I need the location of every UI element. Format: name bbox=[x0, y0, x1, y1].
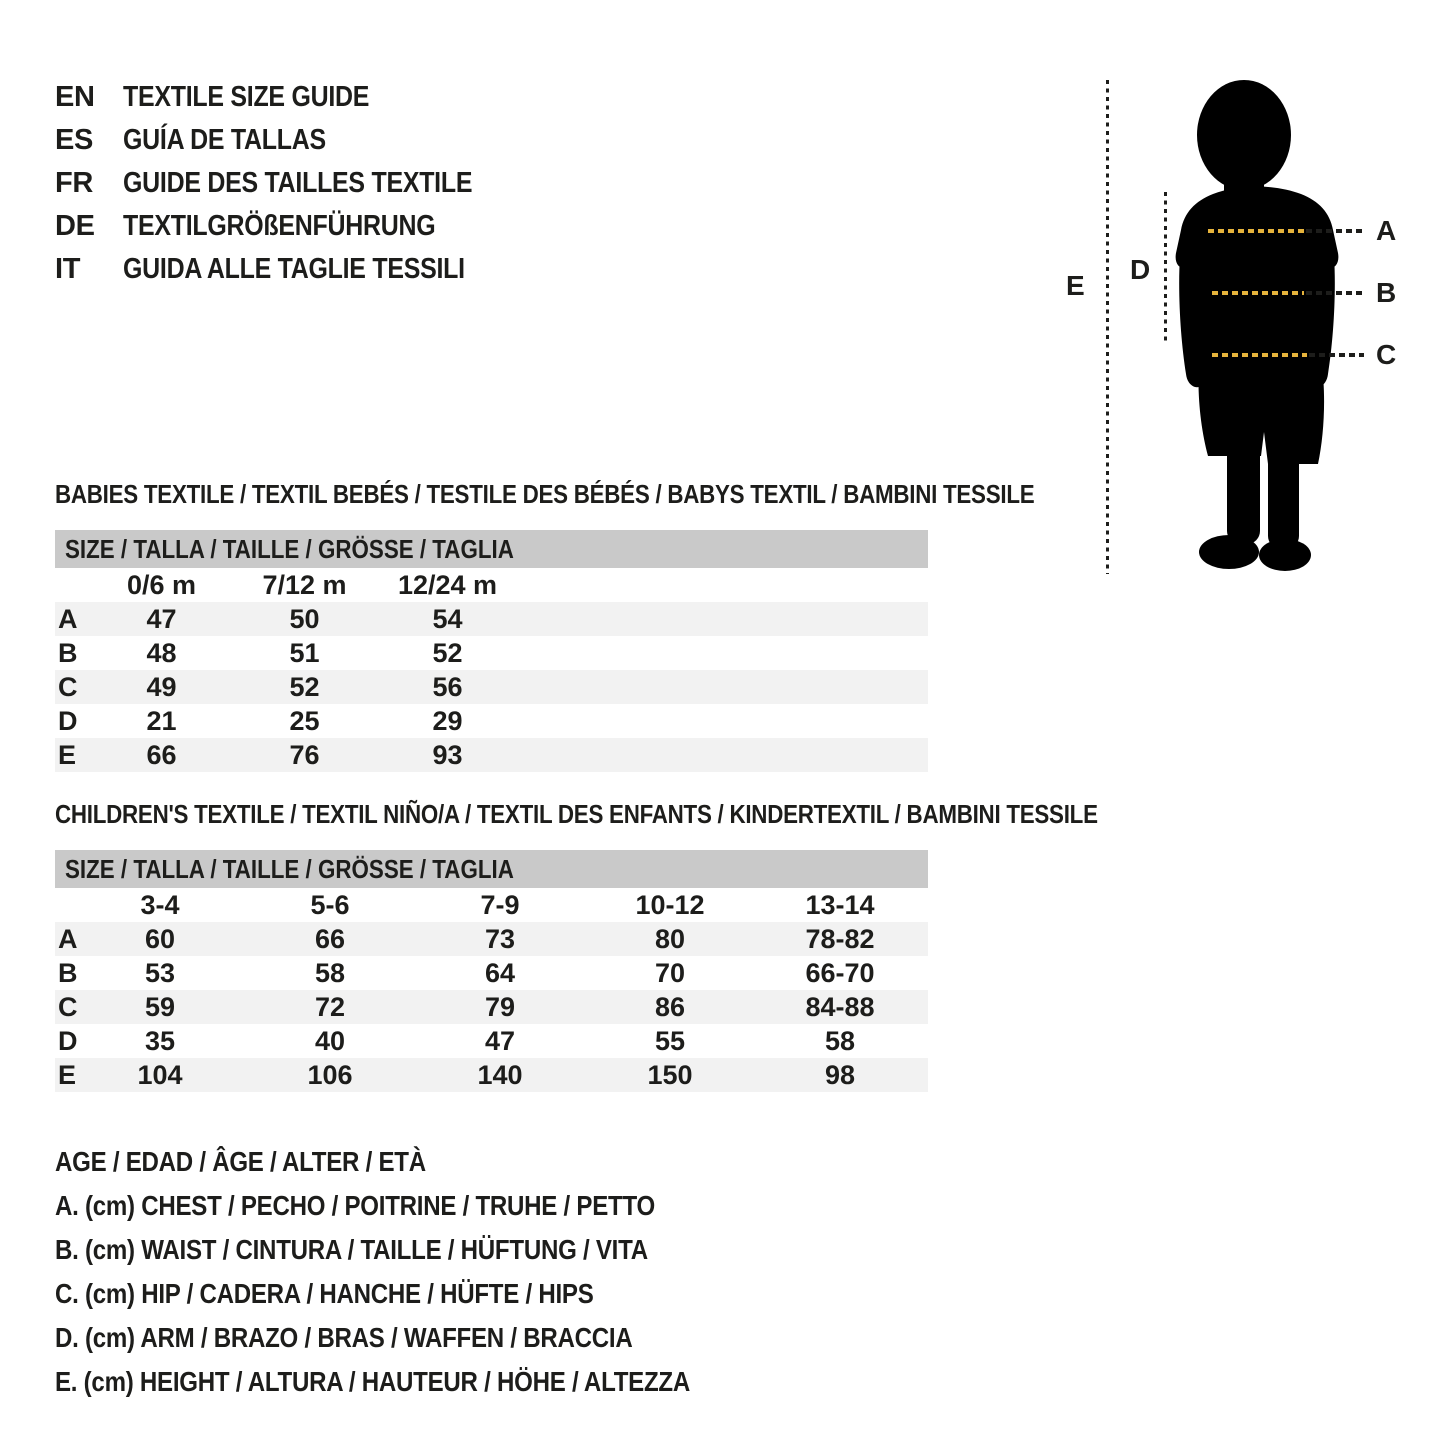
table-cell: 84-88 bbox=[805, 991, 875, 1022]
chest-line-outer bbox=[1306, 229, 1364, 233]
children-col-header: 10-12 bbox=[635, 889, 705, 920]
children-table bbox=[55, 888, 928, 1092]
measure-label-c: C bbox=[1376, 339, 1397, 370]
lang-title-en: TEXTILE SIZE GUIDE bbox=[123, 81, 370, 113]
table-cell: 72 bbox=[314, 991, 346, 1022]
babies-row-b: B 48 51 52 bbox=[55, 636, 928, 670]
lang-code-es: ES bbox=[55, 124, 94, 156]
lang-row-en bbox=[55, 76, 529, 119]
babies-col-header: 12/24 m bbox=[397, 569, 498, 600]
babies-table bbox=[55, 568, 928, 772]
table-cell: 150 bbox=[647, 1059, 693, 1090]
table-cell: 50 bbox=[289, 603, 320, 634]
babies-col-header: 7/12 m bbox=[262, 569, 347, 600]
table-cell: 76 bbox=[289, 739, 320, 770]
table-cell: 66 bbox=[314, 923, 346, 954]
table-cell: 35 bbox=[144, 1025, 176, 1056]
table-cell: 73 bbox=[484, 923, 516, 954]
waist-line-outer bbox=[1306, 291, 1364, 295]
measurement-legend bbox=[55, 1140, 793, 1404]
table-cell: 49 bbox=[146, 671, 177, 702]
table-cell: 79 bbox=[484, 991, 516, 1022]
table-cell: 29 bbox=[432, 705, 463, 736]
lang-title-fr: GUIDE DES TAILLES TEXTILE bbox=[123, 167, 473, 199]
measure-label-b: B bbox=[1376, 277, 1397, 308]
legend-arm: D. (cm) ARM / BRAZO / BRAS / WAFFEN / BRACCIA bbox=[55, 1322, 633, 1353]
table-cell: 56 bbox=[432, 671, 463, 702]
children-row-c: C 59 72 79 86 84-88 bbox=[55, 990, 928, 1024]
measure-label-a: A bbox=[1376, 215, 1397, 246]
table-cell: 98 bbox=[824, 1059, 856, 1090]
measure-label-e: E bbox=[1066, 270, 1085, 301]
table-cell: 104 bbox=[137, 1059, 183, 1090]
table-cell: 47 bbox=[484, 1025, 516, 1056]
lang-title-es: GUÍA DE TALLAS bbox=[123, 124, 326, 156]
children-column-header-row bbox=[55, 888, 928, 922]
children-col-header: 5-6 bbox=[310, 889, 350, 920]
children-section-title: CHILDREN'S TEXTILE / TEXTIL NIÑO/A / TEXTIL DES ENFANTS / KINDERTEXTIL / BAMBINI TESSILE bbox=[55, 799, 1098, 829]
babies-row-e: E 66 76 93 bbox=[55, 738, 928, 772]
lang-row-fr bbox=[55, 162, 529, 205]
legend-chest: A. (cm) CHEST / PECHO / POITRINE / TRUHE / PETTO bbox=[55, 1190, 655, 1221]
lang-row-de bbox=[55, 205, 529, 248]
children-row-d: D 35 40 47 55 58 bbox=[55, 1024, 928, 1058]
legend-waist: B. (cm) WAIST / CINTURA / TAILLE / HÜFTUNG / VITA bbox=[55, 1234, 648, 1265]
lang-code-it: IT bbox=[55, 253, 81, 285]
legend-hip: C. (cm) HIP / CADERA / HANCHE / HÜFTE / HIPS bbox=[55, 1278, 594, 1309]
table-cell: 59 bbox=[144, 991, 176, 1022]
lang-row-it bbox=[55, 248, 529, 291]
table-cell: 52 bbox=[289, 671, 320, 702]
child-silhouette bbox=[1175, 78, 1340, 575]
table-cell: 60 bbox=[144, 923, 176, 954]
lang-code-de: DE bbox=[55, 210, 95, 242]
children-row-a: A 60 66 73 80 78-82 bbox=[55, 922, 928, 956]
lang-title-de: TEXTILGRÖßENFÜHRUNG bbox=[123, 210, 436, 242]
children-row-b: B 53 58 64 70 66-70 bbox=[55, 956, 928, 990]
babies-size-header-bar: SIZE / TALLA / TAILLE / GRÖSSE / TAGLIA bbox=[55, 530, 928, 568]
babies-row-d: D 21 25 29 bbox=[55, 704, 928, 738]
lang-code-fr: FR bbox=[55, 167, 94, 199]
table-cell: 106 bbox=[307, 1059, 353, 1090]
children-col-header: 3-4 bbox=[140, 889, 180, 920]
children-col-header: 7-9 bbox=[480, 889, 520, 920]
table-cell: 25 bbox=[289, 705, 320, 736]
babies-col-header: 0/6 m bbox=[126, 569, 197, 600]
children-col-header: 13-14 bbox=[805, 889, 875, 920]
table-cell: 78-82 bbox=[805, 923, 875, 954]
table-cell: 58 bbox=[314, 957, 346, 988]
children-size-header-bar: SIZE / TALLA / TAILLE / GRÖSSE / TAGLIA bbox=[55, 850, 928, 888]
table-cell: 55 bbox=[654, 1025, 686, 1056]
table-cell: 58 bbox=[824, 1025, 856, 1056]
babies-column-header-row bbox=[55, 568, 928, 602]
table-cell: 48 bbox=[146, 637, 177, 668]
table-cell: 47 bbox=[146, 603, 177, 634]
lang-title-it: GUIDA ALLE TAGLIE TESSILI bbox=[123, 253, 465, 285]
table-cell: 86 bbox=[654, 991, 686, 1022]
lang-row-es bbox=[55, 119, 529, 162]
hip-line-inner bbox=[1212, 353, 1307, 357]
table-cell: 52 bbox=[432, 637, 463, 668]
table-cell: 66 bbox=[146, 739, 177, 770]
measure-label-d: D bbox=[1130, 254, 1151, 285]
table-cell: 64 bbox=[484, 957, 516, 988]
table-cell: 54 bbox=[432, 603, 463, 634]
lang-code-en: EN bbox=[55, 81, 95, 113]
table-cell: 51 bbox=[289, 637, 320, 668]
children-row-e: E 104 106 140 150 98 bbox=[55, 1058, 928, 1092]
waist-line-inner bbox=[1212, 291, 1304, 295]
legend-age: AGE / EDAD / ÂGE / ALTER / ETÀ bbox=[55, 1146, 426, 1177]
table-cell: 140 bbox=[477, 1059, 523, 1090]
table-cell: 93 bbox=[432, 739, 463, 770]
babies-row-a: A 47 50 54 bbox=[55, 602, 928, 636]
babies-row-c: C 49 52 56 bbox=[55, 670, 928, 704]
arm-measure-line-d bbox=[1164, 192, 1167, 344]
language-header bbox=[55, 76, 529, 291]
hip-line-outer bbox=[1309, 353, 1364, 357]
table-cell: 53 bbox=[144, 957, 176, 988]
table-cell: 80 bbox=[654, 923, 686, 954]
legend-height: E. (cm) HEIGHT / ALTURA / HAUTEUR / HÖHE / ALTEZZA bbox=[55, 1366, 691, 1397]
table-cell: 66-70 bbox=[805, 957, 875, 988]
table-cell: 21 bbox=[146, 705, 177, 736]
table-cell: 70 bbox=[654, 957, 686, 988]
table-cell: 40 bbox=[314, 1025, 346, 1056]
chest-line-inner bbox=[1208, 229, 1304, 233]
babies-section-title: BABIES TEXTILE / TEXTIL BEBÉS / TESTILE DES BÉBÉS / BABYS TEXTIL / BAMBINI TESSILE bbox=[55, 479, 1035, 509]
